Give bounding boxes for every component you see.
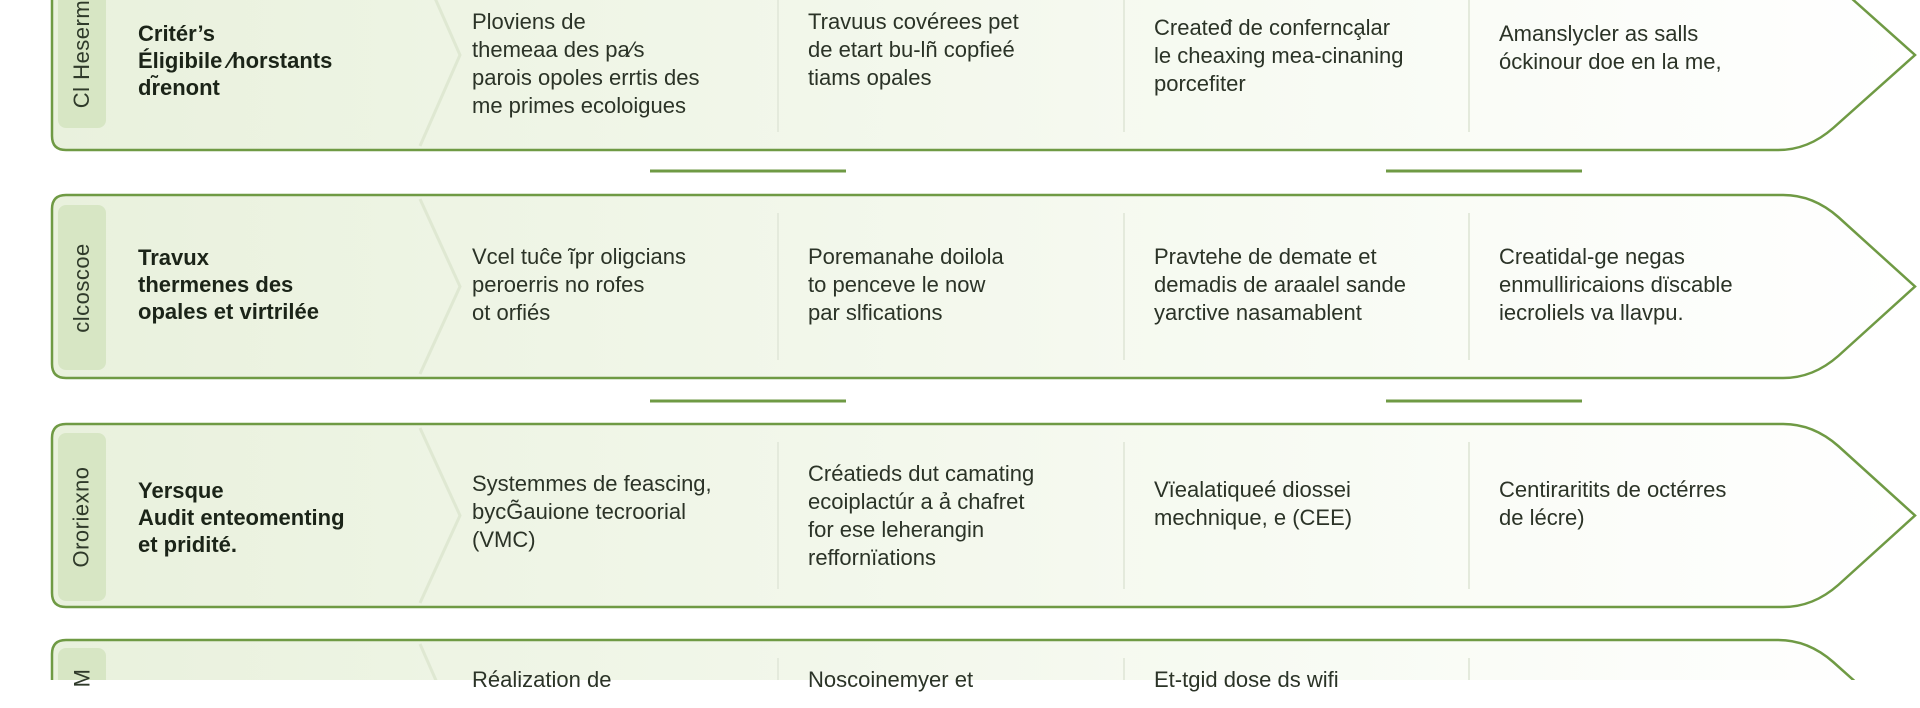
- row-1-cell-2: [808, 8, 1019, 92]
- row-3-cell-4: [1499, 476, 1726, 532]
- row-4-cell-1: [472, 666, 611, 694]
- row-2-cell-3: [1154, 243, 1406, 327]
- row-3-cell-1: [472, 470, 712, 554]
- row-1-heading-line-1: Critér’s: [138, 21, 216, 46]
- row-1-heading-line-2: Éligibile ⁄horstants: [138, 48, 333, 73]
- row-2-heading: [138, 244, 408, 325]
- row-3-cell-4-line-1: Centiraritits de octérres: [1499, 477, 1727, 502]
- row-3-cell-2-line-4: reffornïations: [808, 545, 937, 570]
- row-3-cell-3-line-2: mechnique, e (CEE): [1154, 505, 1353, 530]
- row-1-cell-3-line-2: le cheaxing mea-cinaning: [1154, 43, 1404, 68]
- row-1-cell-4-line-2: óckinour doe en la me,: [1499, 49, 1722, 74]
- row-2-cell-2-line-1: Poremanahe doilola: [808, 244, 1004, 269]
- row-1-cell-3: [1154, 14, 1404, 98]
- row-4-side-tab: [58, 648, 106, 708]
- row-1-heading-line-3: dr̃enont: [138, 75, 220, 100]
- row-2-cell-2: [808, 243, 1004, 327]
- row-3-cell-1-line-3: (VMC): [472, 527, 536, 552]
- row-2-cell-4-line-2: enmulliricaions dïscable: [1499, 272, 1733, 297]
- row-1-cell-1-line-1: Ploviens de: [472, 9, 586, 34]
- row-2-cell-1-line-1: Vcel tuĉe ĩpr oligcians: [472, 244, 686, 269]
- row-2-side-tab-label: clcoscoe: [69, 242, 94, 333]
- row-3-cell-2: [808, 460, 1034, 572]
- row-3-heading-line-1: Yersque: [138, 478, 224, 503]
- row-1-heading: [138, 20, 408, 101]
- row-2-heading-line-1: Travux: [138, 245, 209, 270]
- row-4-arrow-band: [52, 640, 1915, 680]
- row-1-cell-1-line-2: themeaa des pa⁄s: [472, 37, 645, 62]
- row-2-cell-1-line-3: ot orfiés: [472, 300, 551, 325]
- row-1-side-tab-label: Cl Heserm: [69, 0, 94, 109]
- row-2-cell-3-line-1: Pravtehe de demate et: [1154, 244, 1377, 269]
- row-2-cell-2-line-2: to penceve le now: [808, 272, 986, 297]
- row-4-cell-2: [808, 666, 973, 694]
- row-2-cell-4: [1499, 243, 1733, 327]
- row-3-heading-line-3: et pridité.: [138, 532, 238, 557]
- row-2-cell-2-line-3: par slfications: [808, 300, 943, 325]
- row-1-cell-2-line-1: Travuus covérees pet: [808, 9, 1019, 34]
- row-2-cell-1-line-2: peroerris no rofes: [472, 272, 645, 297]
- row-2-cell-4-line-3: iecroliels va llavpu.: [1499, 300, 1684, 325]
- row-2-cell-1: [472, 243, 686, 327]
- row-2-heading-line-2: thermenes des: [138, 272, 294, 297]
- row-1-side-tab: [58, 0, 106, 128]
- row-3-cell-4-line-2: de lécre): [1499, 505, 1585, 530]
- row-2-cell-3-line-3: yarctive nasamablent: [1154, 300, 1362, 325]
- row-3-cell-1-line-2: bycG̃auione tecroorial: [472, 499, 687, 524]
- row-1-cell-2-line-2: de etart bu-lñ copfieé: [808, 37, 1015, 62]
- row-4-cell-3-line-1: Et-tgid dose ds wifi: [1154, 667, 1339, 692]
- row-3-side-tab-label: Ororiexno: [69, 466, 94, 568]
- row-3-cell-3-line-1: Vïealatiqueé diossei: [1154, 477, 1351, 502]
- row-2-cell-3-line-2: demadis de araalel sande: [1154, 272, 1406, 297]
- row-3-cell-3: [1154, 476, 1352, 532]
- row-1-cell-2-line-3: tiams opales: [808, 65, 932, 90]
- row-1-cell-1: [472, 8, 699, 120]
- row-3-cell-2-line-2: ecoiplactúr a ả chafret: [808, 489, 1025, 514]
- row-1-cell-3-line-3: porcefiter: [1154, 71, 1246, 96]
- row-1-cell-3-line-1: Createđ de confernca̧lar: [1154, 15, 1391, 40]
- row-2-heading-line-3: opales et virtrilée: [138, 299, 319, 324]
- row-4-side-tab-label: M: [68, 668, 94, 688]
- row-3-cell-2-line-1: Créatieds dut camating: [808, 461, 1035, 486]
- row-3-side-tab: [58, 433, 106, 601]
- row-4-cell-3: [1154, 666, 1339, 694]
- row-2-side-tab: [58, 205, 106, 370]
- row-3-cell-2-line-3: for ese leherangin: [808, 517, 985, 542]
- row-3-cell-1-line-1: Systemmes de feascing,: [472, 471, 712, 496]
- row-3-heading: [138, 477, 408, 558]
- row-3-heading-line-2: Audit enteomenting: [138, 505, 345, 530]
- row-1-cell-4-line-1: Amanslycler as salls: [1499, 21, 1699, 46]
- row-4-cell-1-line-1: Réalization de: [472, 667, 612, 692]
- row-2-cell-4-line-1: Creatidal-ge negas: [1499, 244, 1685, 269]
- row-1-cell-4: [1499, 20, 1722, 76]
- row-1-cell-1-line-3: parois opoles errtis des: [472, 65, 700, 90]
- row-1-cell-1-line-4: me primes ecoloigues: [472, 93, 686, 118]
- row-4-cell-2-line-1: Noscoinemyer et: [808, 667, 974, 692]
